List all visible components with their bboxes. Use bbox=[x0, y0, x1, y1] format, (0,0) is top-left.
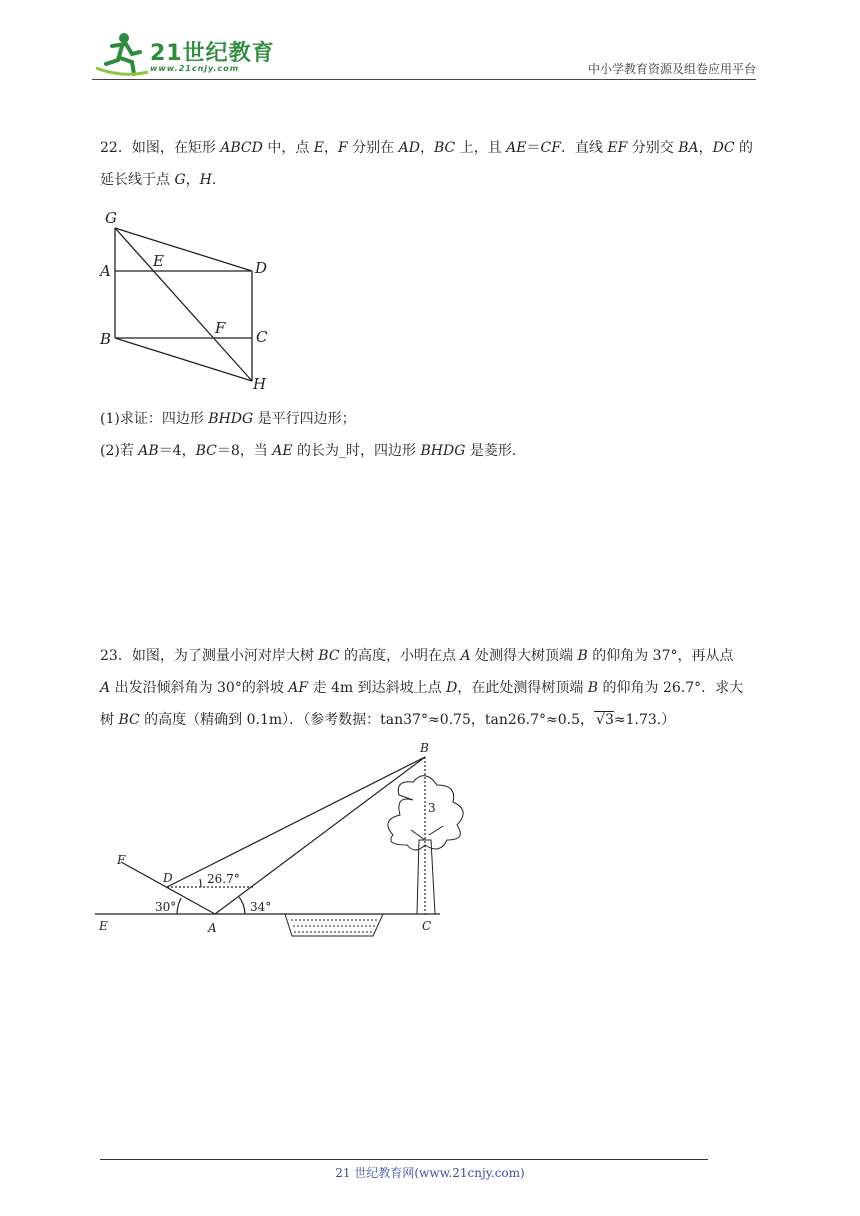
sight-ab bbox=[215, 757, 425, 914]
platform-title: 中小学教育资源及组卷应用平台 bbox=[587, 62, 756, 76]
label-a: A bbox=[208, 921, 217, 935]
q23-figure bbox=[95, 740, 515, 940]
q22-line2: 延长线于点 G，H． bbox=[100, 172, 226, 188]
label-f: F bbox=[215, 319, 226, 337]
sqrt-symbol: √3 bbox=[596, 712, 614, 728]
river bbox=[285, 914, 383, 936]
line-bh bbox=[115, 338, 252, 381]
line-gd bbox=[115, 228, 252, 271]
label-angle-30: 30° bbox=[155, 900, 177, 914]
label-b: B bbox=[420, 741, 429, 755]
label-e: E bbox=[153, 252, 164, 270]
label-a: A bbox=[100, 262, 111, 280]
question-22 bbox=[100, 132, 760, 196]
label-f: F bbox=[117, 853, 126, 867]
angle-d-arc bbox=[200, 879, 201, 887]
label-trunk-mark: 3 bbox=[428, 801, 436, 815]
logo-url: www.21cnjy.com bbox=[150, 64, 240, 73]
label-e: E bbox=[99, 919, 108, 933]
label-c: C bbox=[422, 919, 432, 933]
question-22-parts bbox=[100, 403, 760, 467]
footer-text: 21 世纪教育网(www.21cnjy.com) bbox=[335, 1166, 525, 1180]
label-d: D bbox=[255, 259, 268, 277]
q23-line1: 23．如图，为了测量小河对岸大树 BC 的高度，小明在点 A 处测得大树顶端 B 的仰角为 37°，再从点 bbox=[100, 648, 734, 664]
label-b: B bbox=[100, 330, 112, 348]
q23-line3: 树 BC 的高度（精确到 0.1m）．（参考数据：tan37°≈0.75，tan26.7°≈0.5， √3≈1.73.） bbox=[100, 712, 676, 728]
angle-30-arc bbox=[177, 898, 181, 914]
question-23 bbox=[100, 640, 760, 736]
sight-db bbox=[167, 757, 425, 887]
angle-34-arc bbox=[239, 897, 245, 914]
q22-part2: (2)若 AB＝4，BC＝8，当 AE 的长为_时，四边形 BHDG 是菱形． bbox=[100, 443, 526, 459]
label-angle-34: 34° bbox=[250, 900, 272, 914]
label-c: C bbox=[256, 328, 268, 346]
footer-divider bbox=[100, 1159, 708, 1160]
page-header bbox=[0, 0, 860, 90]
label-h: H bbox=[253, 375, 267, 393]
label-angle-d: 26.7° bbox=[207, 872, 240, 886]
q22-line1: 22．如图，在矩形 ABCD 中，点 E，F 分别在 AD，BC 上，且 AE＝CF．直线 EF 分别交 BA，DC 的 bbox=[100, 140, 754, 156]
label-d: D bbox=[163, 871, 173, 885]
q23-line2: A 出发沿倾斜角为 30°的斜坡 AF 走 4m 到达斜坡上点 D，在此处测得树顶端 B 的仰角为 26.7°．求大 bbox=[100, 680, 744, 696]
q22-part1: (1)求证：四边形 BHDG 是平行四边形； bbox=[100, 411, 356, 427]
header-divider bbox=[92, 79, 756, 80]
label-g: G bbox=[105, 209, 117, 227]
logo-text: 21世纪教育 bbox=[150, 41, 275, 66]
line-gh bbox=[115, 228, 252, 381]
q22-figure bbox=[95, 205, 285, 395]
